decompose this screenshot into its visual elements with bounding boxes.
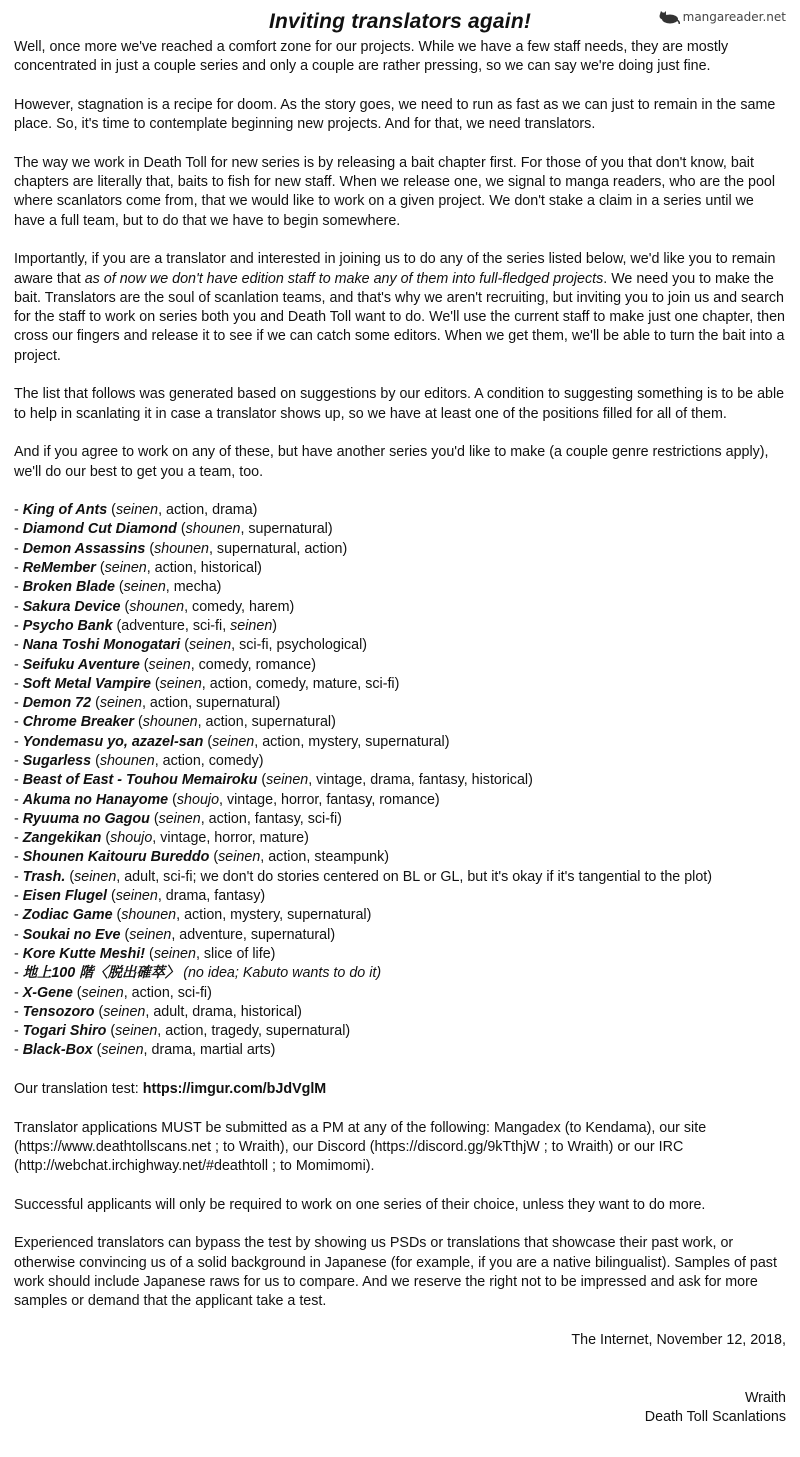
series-name: Sugarless — [22, 752, 92, 769]
series-demographic: seinen — [99, 695, 142, 712]
series-genres: , action, mystery, supernatural) — [176, 907, 372, 924]
series-item: - Seifuku Aventure (seinen, comedy, romance) — [14, 656, 316, 673]
series-name: Nana Toshi Monogatari — [22, 637, 181, 654]
series-item: - Tensozoro (seinen, adult, drama, historical) — [14, 1003, 302, 1020]
series-demographic: seinen — [159, 675, 202, 692]
series-name: Black-Box — [22, 1042, 93, 1059]
header — [14, 8, 786, 38]
series-genres: , drama, martial arts) — [143, 1042, 276, 1059]
series-genres: , drama, fantasy) — [157, 888, 266, 905]
series-name: Yondemasu yo, azazel-san — [22, 733, 204, 750]
series-item: - Demon 72 (seinen, action, supernatural) — [14, 695, 281, 712]
translation-test — [14, 1080, 786, 1099]
series-demographic: shounen — [142, 714, 198, 731]
paragraph-experienced: Experienced translators can bypass the test by showing us PSDs or translations that showcase their past work, or otherwise convincing us of a solid background in Japanese (for example, if you are a native bilingualist). Samples of past work should include Japanese raws for us to compare. And we reserve the right not to be impressed and ask for more samples or demand that the applicant take a test. — [14, 1235, 777, 1310]
series-genres: , action, sci-fi) — [123, 984, 212, 1001]
series-name: Seifuku Aventure — [22, 656, 140, 673]
series-item: - Sakura Device (shounen, comedy, harem) — [14, 598, 295, 615]
series-item: - Demon Assassins (shounen, supernatural, action) — [14, 540, 348, 557]
series-demographic: seinen — [230, 617, 273, 634]
series-genres: , action, fantasy, sci-fi) — [200, 810, 342, 827]
series-genres: , sci-fi, psychological) — [231, 637, 368, 654]
para4-emphasis: as of now we don't have edition staff to make any of them into full-fledged projects — [84, 270, 604, 287]
series-demographic: shounen — [121, 907, 177, 924]
series-genres: , vintage, horror, fantasy, romance) — [219, 791, 440, 808]
series-item: - Kore Kutte Meshi! (seinen, slice of life) — [14, 945, 276, 962]
series-demographic: seinen — [148, 656, 191, 673]
paragraph-intro: Well, once more we've reached a comfort zone for our projects. While we have a few staff needs, they are mostly concentrated in just a couple series and only a couple are rather pressing, so we can say we're doing just fine. — [14, 39, 729, 75]
series-demographic: seinen — [115, 1023, 158, 1040]
series-name: Togari Shiro — [22, 1023, 107, 1040]
series-name: Kore Kutte Meshi! — [22, 945, 146, 962]
series-name: Demon 72 — [22, 695, 92, 712]
series-name: Trash. — [22, 868, 66, 885]
series-genres: , adult, drama, historical) — [145, 1003, 302, 1020]
series-genres: , action, comedy, mature, sci-fi) — [201, 675, 400, 692]
series-name: Tensozoro — [22, 1003, 95, 1020]
series-item: - Diamond Cut Diamond (shounen, supernatural) — [14, 521, 333, 538]
series-item: - Trash. (seinen, adult, sci-fi; we don't do stories centered on BL or GL, but it's okay if it's tangential to the plot) — [14, 868, 713, 885]
series-item: - Akuma no Hanayome (shoujo, vintage, horror, fantasy, romance) — [14, 791, 440, 808]
series-genres: , vintage, horror, mature) — [152, 830, 309, 847]
signature-group: Death Toll Scanlations — [644, 1409, 786, 1426]
series-name: Akuma no Hanayome — [22, 791, 169, 808]
series-name: Chrome Breaker — [22, 714, 134, 731]
series-genres: , adult, sci-fi; we don't do stories centered on BL or GL, but it's okay if it's tangential to the plot) — [116, 868, 713, 885]
series-genres: , action, historical) — [146, 560, 262, 577]
series-name: Sakura Device — [22, 598, 121, 615]
paragraph-applications: Translator applications MUST be submitted as a PM at any of the following: Mangadex (to Kendama), our site (https://www.deathtollscans.net ; to Wraith), our Discord (https://discord.gg/9kTthjW ; to Wraith) or our IRC (http://webchat.irchighway.net/#deathtoll ; to Momimomi). — [14, 1119, 707, 1175]
series-genres: , action, mystery, supernatural) — [254, 733, 450, 750]
paragraph-successful: Successful applicants will only be required to work on one series of their choice, unless they want to do more. — [14, 1196, 706, 1213]
series-item: - Black-Box (seinen, drama, martial arts) — [14, 1042, 276, 1059]
series-genres: , comedy, romance) — [190, 656, 316, 673]
article-body — [14, 38, 786, 1428]
series-genres: , supernatural) — [240, 521, 333, 538]
series-item: - Sugarless (shounen, action, comedy) — [14, 752, 264, 769]
sleeping-cat-logo-icon — [658, 11, 680, 24]
series-name: Demon Assassins — [22, 540, 146, 557]
series-genres: ) — [272, 617, 278, 634]
series-name: Beast of East - Touhou Memairoku — [22, 772, 258, 789]
series-item: - Broken Blade (seinen, mecha) — [14, 579, 222, 596]
series-name: Eisen Flugel — [22, 888, 107, 905]
para4-after: . We need you to make the bait. Translators are the soul of scanlation teams, and that's why we aren't recruiting, but inviting you to join us and search for the staff to work on series both you and Death Toll want to do. We'll use the current staff to make just one chapter, then cross our fingers and release it to see if we can catch some editors. When we get them, we'll be able to turn the bait into a project. — [14, 270, 785, 364]
watermark-text: mangareader.net — [682, 10, 786, 24]
series-name: Broken Blade — [22, 579, 115, 596]
series-demographic: seinen — [158, 810, 201, 827]
series-genres: , supernatural, action) — [208, 540, 348, 557]
series-item: - Soukai no Eve (seinen, adventure, supernatural) — [14, 926, 336, 943]
series-demographic: seinen — [153, 945, 196, 962]
test-link[interactable]: https://imgur.com/bJdVglM — [142, 1081, 327, 1098]
series-name: Soft Metal Vampire — [22, 675, 151, 692]
series-genres: , mecha) — [165, 579, 222, 596]
series-item: - Zodiac Game (shounen, action, mystery, supernatural) — [14, 907, 372, 924]
para4-before: Importantly, if you are a translator and interested in joining us to do any of the series listed below, we'd like you to remain aware that — [14, 251, 776, 287]
paragraph-other-series: And if you agree to work on any of these, but have another series you'd like to make (a couple genre restrictions apply), we'll do our best to get you a team, too. — [14, 444, 769, 480]
signature-date: The Internet, November 12, 2018, — [571, 1331, 786, 1348]
series-name: Shounen Kaitouru Bureddo — [22, 849, 210, 866]
series-demographic: shounen — [129, 598, 185, 615]
series-demographic: seinen — [74, 868, 117, 885]
series-genres: , action, steampunk) — [260, 849, 390, 866]
series-demographic: seinen — [129, 926, 172, 943]
series-demographic: shoujo — [110, 830, 153, 847]
series-genres: , vintage, drama, fantasy, historical) — [308, 772, 533, 789]
series-item: - X-Gene (seinen, action, sci-fi) — [14, 984, 212, 1001]
series-genres: , slice of life) — [195, 945, 276, 962]
series-demographic: shounen — [99, 752, 155, 769]
paragraph-bait-chapters: The way we work in Death Toll for new series is by releasing a bait chapter first. For those of you that don't know, bait chapters are literally that, baits to fish for new staff. When we release one, we signal to manga readers, who are the pool where scanlators come from, that we would like to work on a given project. We don't stake a claim in a series until we have a full team, but to do that we have to begin somewhere. — [14, 154, 776, 229]
series-item: - Yondemasu yo, azazel-san (seinen, action, mystery, supernatural) — [14, 733, 450, 750]
series-demographic: seinen — [115, 888, 158, 905]
series-demographic: seinen — [101, 1042, 144, 1059]
series-item: - ReMember (seinen, action, historical) — [14, 560, 262, 577]
series-item: - 地上100 階〈脱出確萃〉 (no idea; Kabuto wants to do it) — [14, 965, 382, 982]
series-demographic: shoujo — [176, 791, 220, 808]
series-demographic: seinen — [115, 502, 159, 519]
series-demographic: shounen — [185, 521, 241, 538]
series-genres: , comedy, harem) — [184, 598, 295, 615]
series-name: Ryuuma no Gagou — [22, 810, 150, 827]
series-item: - King of Ants (seinen, action, drama) — [14, 502, 258, 519]
series-demographic: seinen — [212, 733, 255, 750]
series-item: - Togari Shiro (seinen, action, tragedy, supernatural) — [14, 1023, 351, 1040]
paragraph-importantly — [14, 250, 786, 366]
series-name: X-Gene — [22, 984, 73, 1001]
series-item: - Shounen Kaitouru Bureddo (seinen, action, steampunk) — [14, 849, 390, 866]
series-item: - Beast of East - Touhou Memairoku (seinen, vintage, drama, fantasy, historical) — [14, 772, 533, 789]
series-item: - Soft Metal Vampire (seinen, action, comedy, mature, sci-fi) — [14, 675, 400, 692]
series-demographic: seinen — [103, 1003, 146, 1020]
series-name: Zodiac Game — [22, 907, 113, 924]
series-name: Soukai no Eve — [22, 926, 121, 943]
series-demographic: seinen — [266, 772, 309, 789]
series-name: Psycho Bank — [22, 617, 113, 634]
series-genres: , action, supernatural) — [141, 695, 281, 712]
series-demographic: seinen — [189, 637, 232, 654]
page-title: Inviting translators again! — [268, 10, 532, 33]
series-note: (no idea; Kabuto wants to do it) — [183, 965, 382, 982]
series-name: King of Ants — [22, 502, 108, 519]
series-item: - Eisen Flugel (seinen, drama, fantasy) — [14, 888, 266, 905]
series-demographic: shounen — [154, 540, 209, 557]
series-item: - Psycho Bank (adventure, sci-fi, seinen) — [14, 617, 278, 634]
series-genres-pre: adventure, sci-fi, — [121, 617, 231, 634]
series-name: Zangekikan — [22, 830, 102, 847]
series-demographic: seinen — [123, 579, 166, 596]
series-list — [14, 501, 786, 1061]
series-name: ReMember — [22, 560, 96, 577]
series-demographic: seinen — [104, 560, 147, 577]
series-genres: , action, comedy) — [154, 752, 264, 769]
series-item: - Zangekikan (shoujo, vintage, horror, mature) — [14, 830, 309, 847]
series-genres: , action, supernatural) — [197, 714, 336, 731]
series-item: - Ryuuma no Gagou (seinen, action, fantasy, sci-fi) — [14, 810, 342, 827]
series-genres: , action, tragedy, supernatural) — [157, 1023, 351, 1040]
series-name: Diamond Cut Diamond — [22, 521, 177, 538]
series-name: 地上100 階〈脱出確萃〉 — [22, 965, 180, 982]
series-demographic: seinen — [218, 849, 261, 866]
paragraph-list-origin: The list that follows was generated based on suggestions by our editors. A condition to suggesting something is to be able to help in scanlating it in case a translator shows up, so we have at least one of the positions filled for all of them. — [14, 386, 785, 422]
series-genres: , adventure, supernatural) — [171, 926, 336, 943]
watermark — [658, 10, 786, 24]
signature-name: Wraith — [744, 1390, 786, 1407]
paragraph-stagnation: However, stagnation is a recipe for doom. As the story goes, we need to run as fast as we can just to remain in the same place. So, it's time to contemplate beginning new projects. And for that, we need translators. — [14, 96, 776, 133]
test-label: Our translation test: — [14, 1081, 143, 1098]
series-genres: , action, drama) — [158, 502, 258, 519]
signature-block — [14, 1389, 786, 1428]
series-demographic: seinen — [81, 984, 124, 1001]
series-item: - Nana Toshi Monogatari (seinen, sci-fi, psychological) — [14, 637, 368, 654]
series-item: - Chrome Breaker (shounen, action, supernatural) — [14, 714, 336, 731]
